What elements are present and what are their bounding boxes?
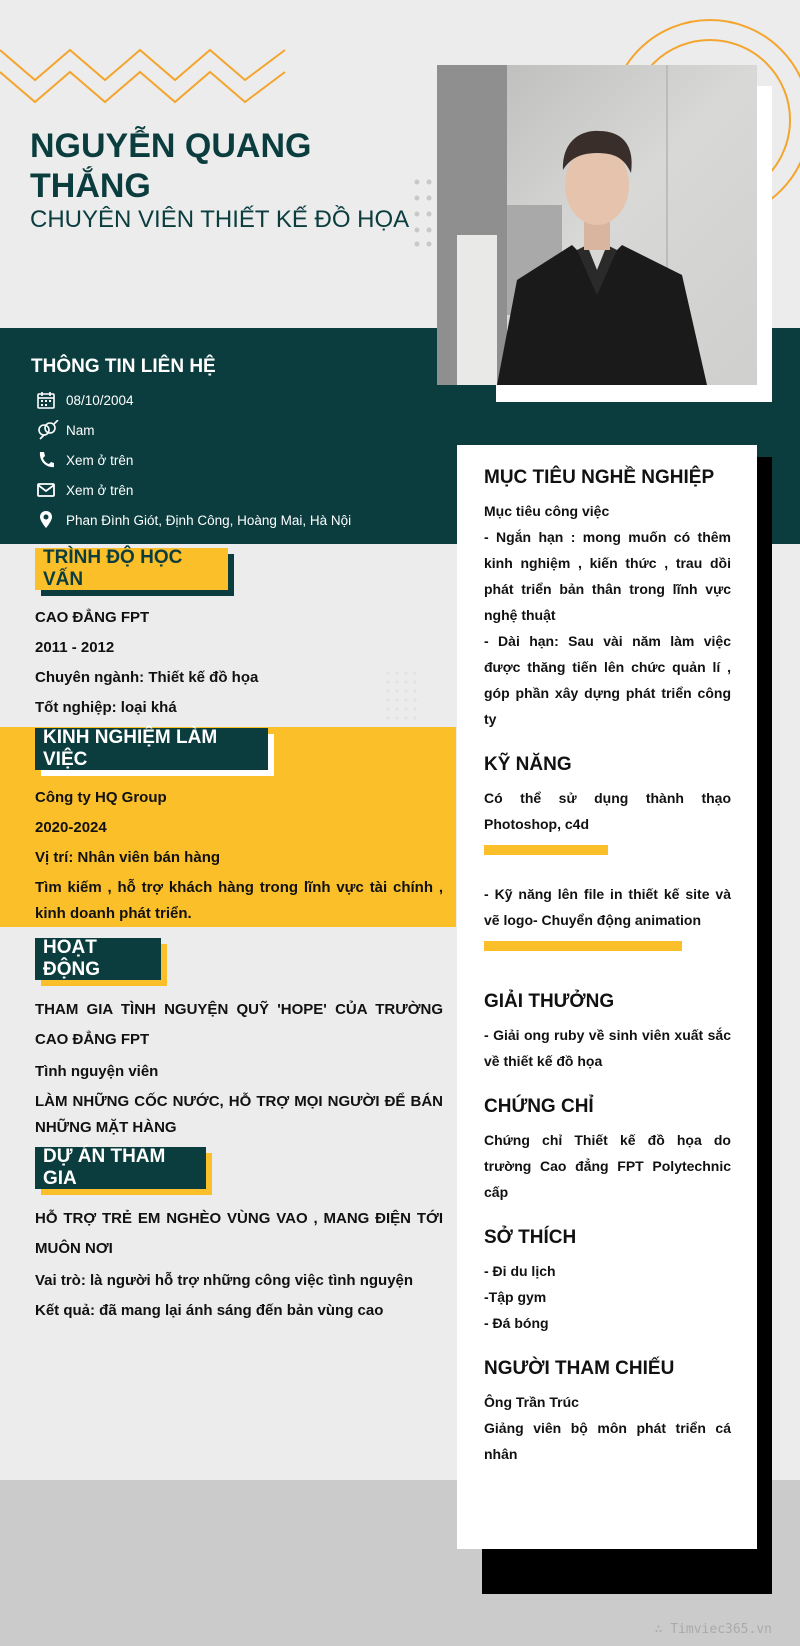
certificates-section <box>484 1096 731 1205</box>
skills-section <box>484 754 731 951</box>
education-major: Chuyên ngành: Thiết kế đồ họa <box>35 669 259 686</box>
project-result: Kết quả: đã mang lại ánh sáng đến bản vùng cao <box>35 1302 384 1319</box>
objective-subtitle: Mục tiêu công việc <box>484 503 610 519</box>
objective-short-term: - Ngắn hạn : mong muốn có thêm kinh nghiệm , kiến thức , trau dồi phát triển bản thân trong lĩnh vực nghệ thuật <box>484 529 731 623</box>
watermark: ∴ Timviec365.vn <box>654 1622 772 1637</box>
hobbies-section <box>484 1227 731 1336</box>
projects-title: DỰ ÁN THAM GIA <box>35 1147 206 1189</box>
education-grade: Tốt nghiệp: loại khá <box>35 699 177 716</box>
contact-text: Nam <box>66 422 95 438</box>
activities-section <box>35 993 443 1143</box>
reference-role: Giảng viên bộ môn phát triển cá nhân <box>484 1420 731 1462</box>
projects-heading <box>35 1147 206 1189</box>
activity-description: LÀM NHỮNG CỐC NƯỚC, HỖ TRỢ MỌI NGƯỜI ĐỂ BÁN NHỮNG MẶT HÀNG <box>35 1093 443 1136</box>
awards-text: - Giải ong ruby về sinh viên xuất sắc về thiết kế đồ họa <box>484 1027 731 1069</box>
education-section <box>35 603 443 723</box>
contact-title: THÔNG TIN LIÊN HỆ <box>31 356 216 377</box>
email-icon <box>36 480 66 500</box>
contact-text: 08/10/2004 <box>66 392 134 408</box>
objective-title: MỤC TIÊU NGHỀ NGHIỆP <box>484 467 715 488</box>
certificates-text: Chứng chỉ Thiết kế đồ họa do trường Cao đẳng FPT Polytechnic cấp <box>484 1132 731 1200</box>
certificates-title: CHỨNG CHỈ <box>484 1096 594 1117</box>
education-heading <box>35 548 228 590</box>
contact-text: Phan Đình Giót, Định Công, Hoàng Mai, Hà Nội <box>66 512 352 528</box>
hobby-item: - Đá bóng <box>484 1315 549 1331</box>
hobby-item: -Tập gym <box>484 1289 547 1305</box>
education-school: CAO ĐẲNG FPT <box>35 609 150 626</box>
objective-long-term: - Dài hạn: Sau vài năm làm việc được thăng tiến lên chức quản lí , góp phần xây dựng phát triển công ty <box>484 633 731 727</box>
projects-section <box>35 1202 443 1326</box>
calendar-icon <box>36 390 66 410</box>
activity-name: THAM GIA TÌNH NGUYỆN QUỸ 'HOPE' CỦA TRƯỜNG CAO ĐẲNG FPT <box>35 1001 443 1048</box>
experience-years: 2020-2024 <box>35 819 107 836</box>
skill-item: - Kỹ năng lên file in thiết kế site và vẽ logo- Chuyển động animation <box>484 886 731 928</box>
gender-icon <box>36 420 66 440</box>
activities-title: HOẠT ĐỘNG <box>35 938 161 980</box>
zigzag-decoration <box>0 30 290 105</box>
hobbies-title: SỞ THÍCH <box>484 1227 577 1248</box>
education-title: TRÌNH ĐỘ HỌC VẤN <box>35 548 228 590</box>
skill-item: Có thể sử dụng thành thạo Photoshop, c4d <box>484 790 731 832</box>
project-name: HỖ TRỢ TRẺ EM NGHÈO VÙNG VAO , MANG ĐIỆN TỚI MUÔN NƠI <box>35 1210 443 1257</box>
experience-company: Công ty HQ Group <box>35 789 167 806</box>
references-title: NGƯỜI THAM CHIẾU <box>484 1358 675 1379</box>
contact-list <box>36 385 351 535</box>
skills-title: KỸ NĂNG <box>484 754 572 775</box>
reference-name: Ông Trần Trúc <box>484 1394 579 1410</box>
phone-icon <box>36 450 66 470</box>
right-panel <box>457 445 757 1549</box>
project-role: Vai trò: là người hỗ trợ những công việc tình nguyện <box>35 1272 414 1289</box>
education-years: 2011 - 2012 <box>35 639 115 656</box>
contact-phone <box>36 445 351 475</box>
job-title: CHUYÊN VIÊN THIẾT KẾ ĐỒ HỌA <box>30 206 410 233</box>
contact-birthdate <box>36 385 351 415</box>
references-section <box>484 1358 731 1467</box>
contact-address <box>36 505 351 535</box>
experience-position: Vị trí: Nhân viên bán hàng <box>35 849 221 866</box>
contact-email <box>36 475 351 505</box>
hobby-item: - Đi du lịch <box>484 1263 556 1279</box>
experience-heading <box>35 728 268 770</box>
skill-level-bar <box>484 845 608 855</box>
experience-description: Tìm kiếm , hỗ trợ khách hàng trong lĩnh vực tài chính , kinh doanh phát triển. <box>35 879 443 922</box>
awards-section <box>484 991 731 1074</box>
contact-text: Xem ở trên <box>66 482 134 498</box>
dots-decoration <box>413 178 437 248</box>
objective-section <box>484 467 731 732</box>
profile-photo <box>437 65 757 385</box>
contact-gender <box>36 415 351 445</box>
candidate-name: NGUYỄN QUANG THẮNG <box>30 127 312 205</box>
activities-heading <box>35 938 161 980</box>
location-icon <box>36 510 66 530</box>
skill-level-bar <box>484 941 682 951</box>
activity-role: Tình nguyện viên <box>35 1063 159 1080</box>
awards-title: GIẢI THƯỞNG <box>484 991 615 1012</box>
experience-section <box>35 783 443 929</box>
contact-text: Xem ở trên <box>66 452 134 468</box>
experience-title: KINH NGHIỆM LÀM VIỆC <box>35 728 268 770</box>
